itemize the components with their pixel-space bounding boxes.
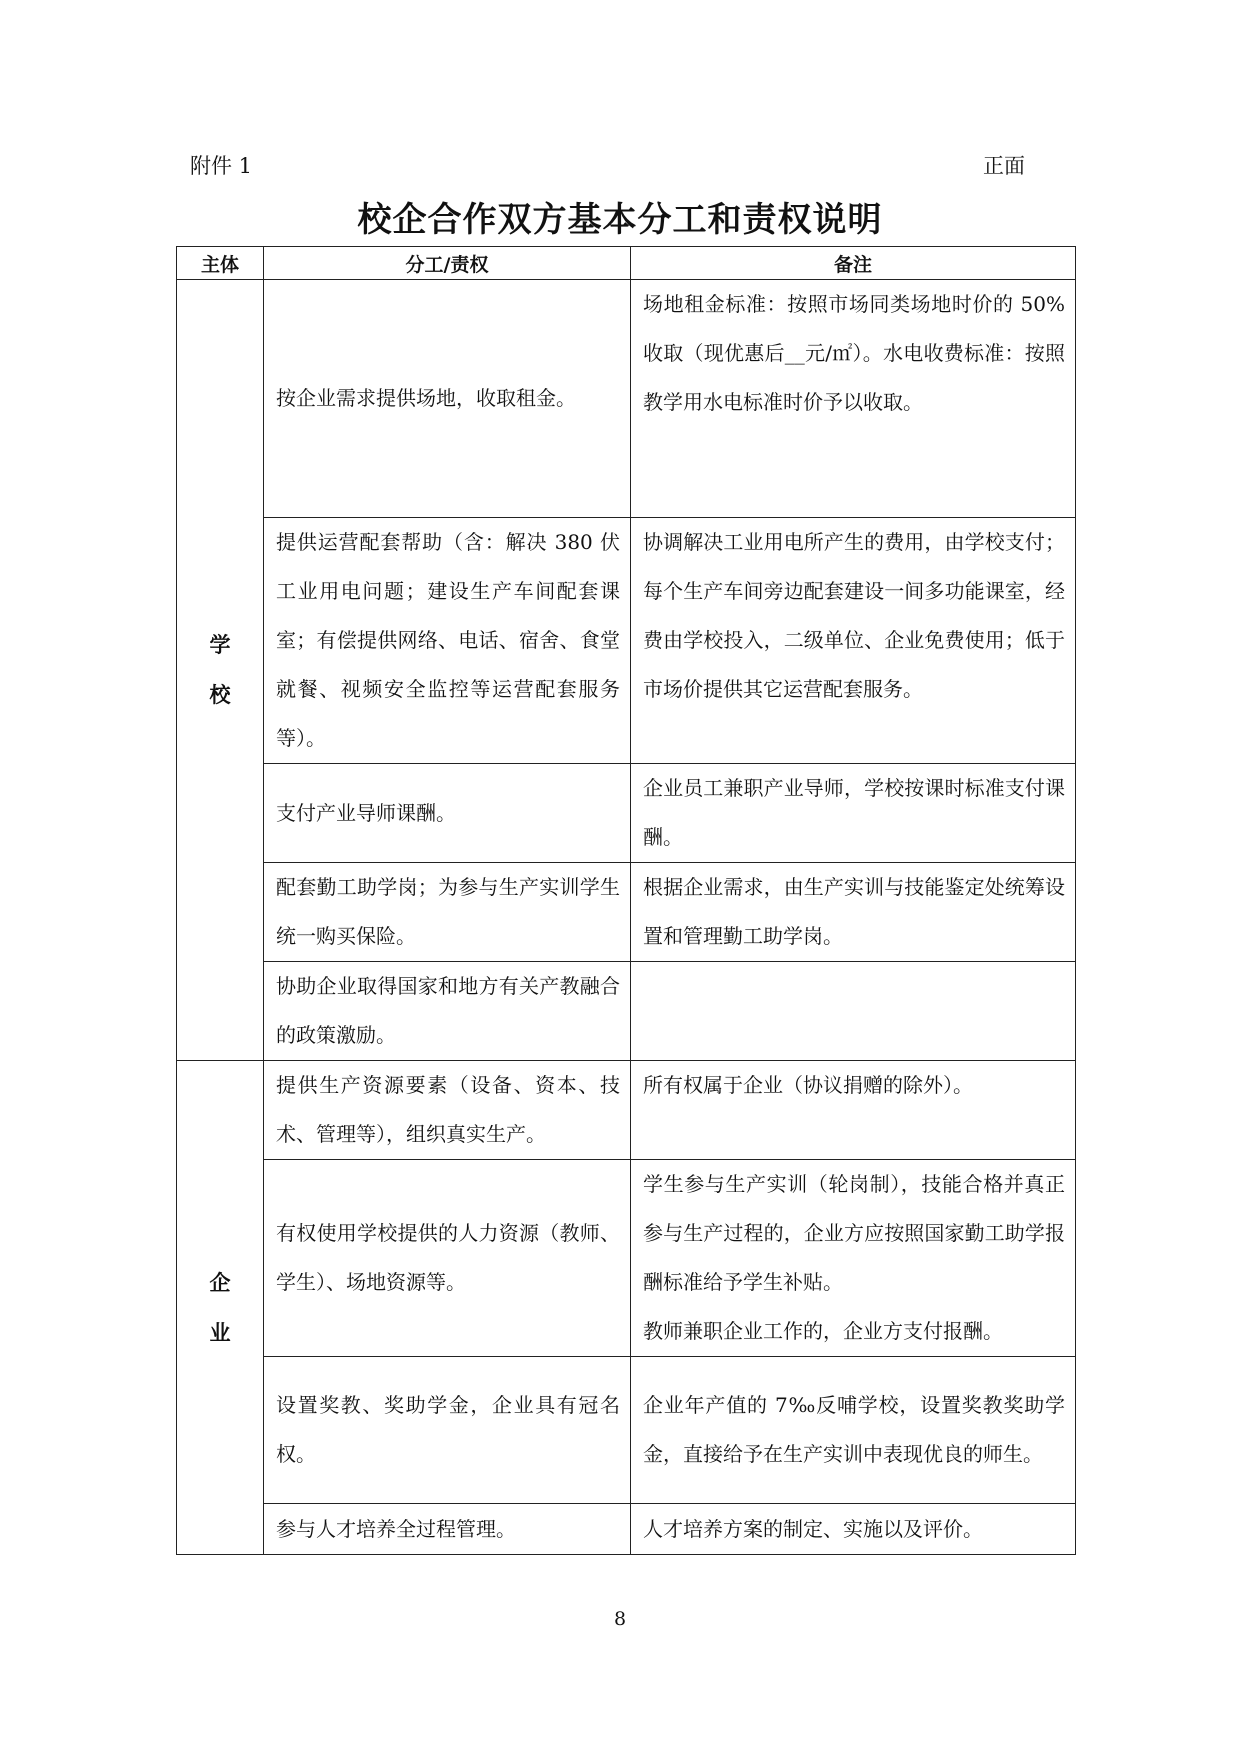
note-paragraph: 人才培养方案的制定、实施以及评价。: [643, 1516, 983, 1541]
duty-cell: 配套勤工助学岗；为参与生产实训学生统一购买保险。: [264, 863, 631, 962]
responsibility-table: [176, 246, 1076, 1555]
table-row: [177, 518, 1076, 764]
duty-cell: 提供运营配套帮助（含：解决 380 伏工业用电问题；建设生产车间配套课室；有偿提供网络、电话、宿舍、食堂就餐、视频安全监控等运营配套服务等）。: [264, 518, 631, 764]
note-cell: [631, 962, 1076, 1061]
note-cell: [631, 518, 1076, 764]
note-cell: [631, 1357, 1076, 1504]
note-paragraph: 学生参与生产实训（轮岗制），技能合格并真正参与生产过程的，企业方应按照国家勤工助学报酬标准给予学生补贴。: [643, 1172, 1065, 1294]
duty-cell: 支付产业导师课酬。: [264, 764, 631, 863]
note-cell: [631, 764, 1076, 863]
subject-char: 企: [209, 1270, 231, 1295]
note-paragraph: 根据企业需求，由生产实训与技能鉴定处统筹设置和管理勤工助学岗。: [643, 875, 1065, 948]
subject-school: [177, 280, 264, 1061]
duty-cell: 设置奖教、奖助学金，企业具有冠名权。: [264, 1357, 631, 1504]
note-cell: [631, 1504, 1076, 1555]
duty-cell: 提供生产资源要素（设备、资本、技术、管理等），组织真实生产。: [264, 1061, 631, 1160]
table-row: [177, 1504, 1076, 1555]
page-number: 8: [613, 1608, 627, 1630]
note-paragraph: 场地租金标准：按照市场同类场地时价的 50%收取（现优惠后__元/㎡）。水电收费标准：按照教学用水电标准时价予以收取。: [643, 292, 1065, 414]
note-paragraph: 协调解决工业用电所产生的费用，由学校支付；每个生产车间旁边配套建设一间多功能课室，经费由学校投入，二级单位、企业免费使用；低于市场价提供其它运营配套服务。: [643, 530, 1065, 701]
subject-char: 学: [209, 633, 231, 657]
table-row: [177, 764, 1076, 863]
column-header-duty: 分工/责权: [264, 247, 631, 280]
subject-enterprise: [177, 1061, 264, 1555]
table-row: [177, 962, 1076, 1061]
duty-cell: 参与人才培养全过程管理。: [264, 1504, 631, 1555]
table-row: [177, 1061, 1076, 1160]
document-title: 校企合作双方基本分工和责权说明: [357, 200, 883, 240]
table-row: [177, 280, 1076, 518]
note-cell: [631, 1160, 1076, 1357]
note-cell: [631, 1061, 1076, 1160]
note-cell: [631, 280, 1076, 518]
column-header-note: 备注: [631, 247, 1076, 280]
table-row: [177, 863, 1076, 962]
subject-char: 业: [209, 1320, 231, 1345]
subject-char: 校: [209, 683, 231, 707]
note-paragraph: 企业年产值的 7‰反哺学校，设置奖教奖助学金，直接给予在生产实训中表现优良的师生。: [643, 1393, 1065, 1466]
note-paragraph: 所有权属于企业（协议捐赠的除外）。: [643, 1073, 973, 1097]
column-header-subject: 主体: [177, 247, 264, 280]
attachment-label: 附件 1: [190, 154, 253, 178]
table-header-row: [177, 247, 1076, 280]
note-cell: [631, 863, 1076, 962]
note-paragraph: 企业员工兼职产业导师，学校按课时标准支付课酬。: [643, 776, 1065, 849]
page-side-label: 正面: [983, 154, 1025, 178]
note-paragraph: 教师兼职企业工作的，企业方支付报酬。: [643, 1319, 1003, 1343]
duty-cell: 有权使用学校提供的人力资源（教师、学生）、场地资源等。: [264, 1160, 631, 1357]
duty-cell: 协助企业取得国家和地方有关产教融合的政策激励。: [264, 962, 631, 1061]
duty-cell: 按企业需求提供场地，收取租金。: [264, 280, 631, 518]
table-row: [177, 1160, 1076, 1357]
table-row: [177, 1357, 1076, 1504]
